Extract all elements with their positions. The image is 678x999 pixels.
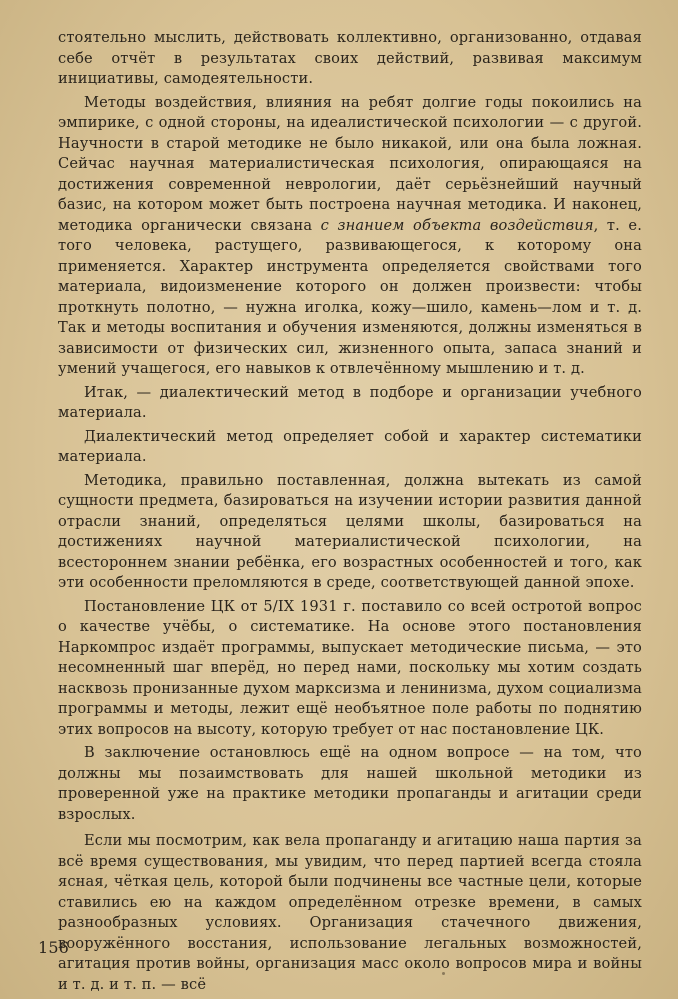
paragraph-8: [58, 831, 642, 995]
paragraph-4: [58, 427, 642, 468]
paragraph-text: стоятельно мыслить, действовать коллективно, организованно, отдавая себе отчёт в результатах своих действий, развивая максимум инициативы, самодеятельности.: [58, 29, 642, 87]
paragraph-1: [58, 28, 642, 90]
emphasized-phrase: с знанием объекта воздействия: [320, 216, 594, 234]
paragraph-text: Постановление ЦК от 5/IX 1931 г. поставило со всей остротой вопрос о качестве учёбы, о систематике. На основе этого постановления Наркомпрос издаёт программы, выпускает методические письма, — это несомненный шаг вперёд, но перед нами, поскольку мы хотим создать насквозь пронизанные духом марксизма и ленинизма, духом социализма программы и методы, лежит ещё необъятное поле работы по поднятию этих вопросов на высоту, которую требует от нас постановление ЦК.: [58, 597, 642, 738]
paragraph-2: [58, 93, 642, 380]
paragraph-text: В заключение остановлюсь ещё на одном вопросе — на том, что должны мы позаимствовать для нашей школьной методики из проверенной уже на практике методики пропаганды и агитации среди взрослых.: [58, 744, 642, 823]
paragraph-5: [58, 471, 642, 594]
paragraph-text: Диалектический метод определяет собой и характер систематики материала.: [58, 427, 642, 465]
paragraph-text: Если мы посмотрим, как вела пропаганду и агитацию наша партия за всё время существования, мы увидим, что перед партией всегда стояла ясная, чёткая цель, которой были подчинены все частные цели, которые ставились ею на каждом определённом отрезке времени, в самых разнообразных условиях. Организация стачечного движения, вооружённого восстания, использование легальных возможностей, агитация против войны, организация масс около вопросов мира и войны и т. д. и т. п. — всё: [58, 832, 642, 993]
paragraph-7: [58, 743, 642, 825]
paragraph-text: , т. е. того человека, растущего, развивающегося, к которому она применяется. Характер инструмента определяется свойствами того материала, видоизменение которого он должен произвести: чтобы проткнуть полотно, — нужна иголка, кожу—шило, камень—лом и т. д. Так и методы воспитания и обучения изменяются, должны изменяться в зависимости от физических сил, жизненного опыта, запаса знаний и умений учащегося, его навыков к отвлечённому мышлению и т. д.: [58, 216, 642, 377]
paragraph-6: [58, 597, 642, 741]
paragraph-text: Итак, — диалектический метод в подборе и организации учебного материала.: [58, 383, 642, 421]
paragraph-text: Методы воздействия, влияния на ребят долгие годы покоились на эмпирике, с одной стороны, на идеалистической психологии — с другой. Научности в старой методике не было никакой, или она была ложная. Сейчас научная материалистическая психология, опирающаяся на достижения современной неврологии, даёт серьёзнейший научный базис, на котором может быть построена научная методика. И наконец, методика органически связана: [58, 93, 642, 234]
paragraph-3: [58, 383, 642, 424]
paragraph-text: Методика, правильно поставленная, должна вытекать из самой сущности предмета, базироваться на изучении истории развития данной отрасли знаний, определяться целями школы, базироваться на достижениях научной материалистической психологии, на всестороннем знании ребёнка, его возрастных особенностей и того, как эти особенности преломляются в среде, соответствующей данной эпохе.: [58, 471, 642, 591]
page-number: 156: [38, 938, 69, 957]
paper-speck: [442, 972, 445, 975]
